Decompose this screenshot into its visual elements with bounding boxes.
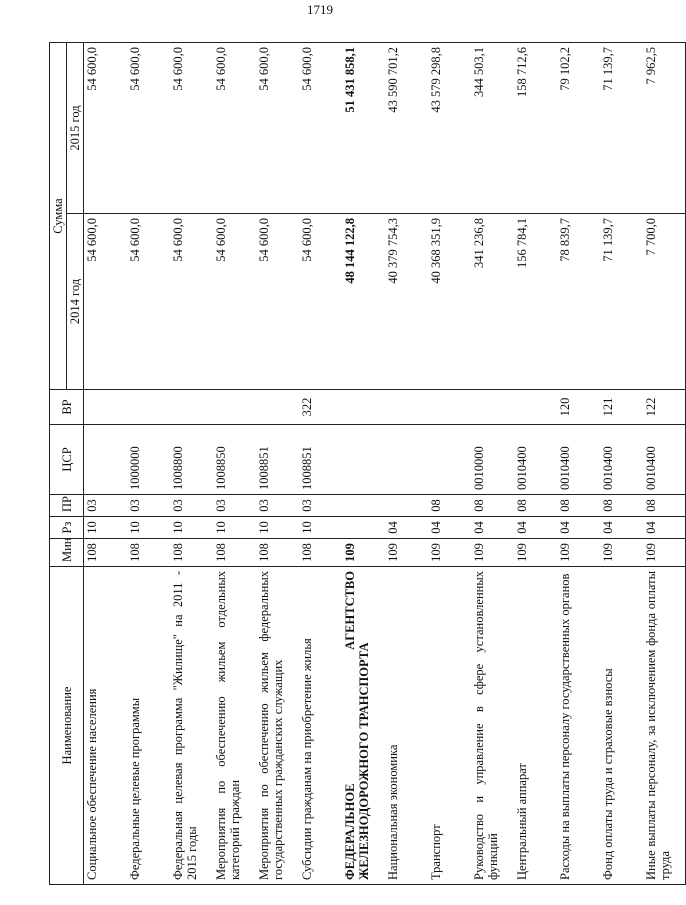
cell-sum-2014: 54 600,0 — [84, 214, 127, 390]
cell-csr — [342, 425, 385, 495]
cell-min: 109 — [428, 539, 471, 567]
cell-name: ФЕДЕРАЛЬНОЕ АГЕНТСТВО ЖЕЛЕЗНОДОРОЖНОГО ТРАНСПОРТА — [342, 567, 385, 885]
cell-min: 108 — [256, 539, 299, 567]
table-row — [600, 43, 643, 885]
cell-rz: 04 — [514, 517, 557, 539]
cell-csr — [84, 425, 127, 495]
cell-csr: 0010000 — [471, 425, 514, 495]
cell-sum-2015: 54 600,0 — [299, 43, 342, 214]
cell-csr: 0010400 — [643, 425, 686, 495]
cell-pr — [385, 495, 428, 517]
cell-vr: 322 — [299, 390, 342, 425]
cell-csr: 0010400 — [557, 425, 600, 495]
cell-pr: 03 — [170, 495, 213, 517]
cell-rz: 10 — [170, 517, 213, 539]
cell-sum-2014: 78 839,7 — [557, 214, 600, 390]
header-pr: ПР — [50, 495, 84, 517]
header-sum: Сумма — [50, 43, 67, 390]
cell-pr: 08 — [557, 495, 600, 517]
cell-rz: 10 — [127, 517, 170, 539]
cell-sum-2014: 54 600,0 — [213, 214, 256, 390]
cell-pr: 03 — [299, 495, 342, 517]
cell-pr: 08 — [471, 495, 514, 517]
cell-pr: 08 — [643, 495, 686, 517]
cell-sum-2015: 79 102,2 — [557, 43, 600, 214]
cell-name: Федеральные целевые программы — [127, 567, 170, 885]
cell-csr: 1008851 — [256, 425, 299, 495]
cell-csr: 1000000 — [127, 425, 170, 495]
cell-min: 108 — [299, 539, 342, 567]
cell-csr: 1008800 — [170, 425, 213, 495]
table-row — [471, 43, 514, 885]
cell-name: Федеральная целевая программа "Жилище" на 2011 - 2015 годы — [170, 567, 213, 885]
cell-sum-2015: 7 962,5 — [643, 43, 686, 214]
table-row — [557, 43, 600, 885]
cell-vr — [213, 390, 256, 425]
cell-name: Руководство и управление в сфере установленных функций — [471, 567, 514, 885]
header-min: Мин — [50, 539, 84, 567]
table-row — [256, 43, 299, 885]
cell-sum-2014: 156 784,1 — [514, 214, 557, 390]
cell-sum-2014: 48 144 122,8 — [342, 214, 385, 390]
cell-min: 108 — [127, 539, 170, 567]
header-year-2014: 2014 год — [67, 214, 84, 390]
cell-min: 109 — [643, 539, 686, 567]
cell-vr — [170, 390, 213, 425]
cell-sum-2015: 54 600,0 — [84, 43, 127, 214]
cell-name: Иные выплаты персоналу, за исключением фонда оплаты труда — [643, 567, 686, 885]
cell-sum-2015: 344 503,1 — [471, 43, 514, 214]
cell-vr: 120 — [557, 390, 600, 425]
cell-csr — [385, 425, 428, 495]
cell-sum-2014: 54 600,0 — [170, 214, 213, 390]
cell-sum-2014: 40 379 754,3 — [385, 214, 428, 390]
table-row — [84, 43, 127, 885]
cell-rz — [342, 517, 385, 539]
table-row — [514, 43, 557, 885]
cell-rz: 10 — [256, 517, 299, 539]
table-row — [170, 43, 213, 885]
cell-vr — [256, 390, 299, 425]
cell-vr: 121 — [600, 390, 643, 425]
cell-name: Субсидии гражданам на приобретение жилья — [299, 567, 342, 885]
cell-name: Мероприятия по обеспечению жильем отдельных категорий граждан — [213, 567, 256, 885]
cell-rz: 04 — [557, 517, 600, 539]
cell-sum-2014: 7 700,0 — [643, 214, 686, 390]
cell-vr — [428, 390, 471, 425]
cell-pr: 03 — [213, 495, 256, 517]
cell-sum-2015: 158 712,6 — [514, 43, 557, 214]
table-body — [84, 43, 686, 885]
header-rz: Рз — [50, 517, 84, 539]
cell-csr: 0010400 — [600, 425, 643, 495]
cell-min: 109 — [342, 539, 385, 567]
header-csr: ЦСР — [50, 425, 84, 495]
cell-sum-2015: 43 579 298,8 — [428, 43, 471, 214]
table-row — [385, 43, 428, 885]
cell-min: 108 — [84, 539, 127, 567]
cell-min: 108 — [213, 539, 256, 567]
cell-name: Мероприятия по обеспечению жильем федеральных государственных гражданских служащих — [256, 567, 299, 885]
table-row — [127, 43, 170, 885]
cell-min: 109 — [600, 539, 643, 567]
cell-csr: 1008851 — [299, 425, 342, 495]
cell-sum-2015: 71 139,7 — [600, 43, 643, 214]
cell-min: 109 — [471, 539, 514, 567]
cell-name: Фонд оплаты труда и страховые взносы — [600, 567, 643, 885]
cell-sum-2015: 54 600,0 — [170, 43, 213, 214]
budget-table — [49, 42, 686, 885]
cell-sum-2014: 54 600,0 — [256, 214, 299, 390]
cell-pr: 08 — [600, 495, 643, 517]
cell-vr — [127, 390, 170, 425]
cell-vr — [84, 390, 127, 425]
cell-min: 108 — [170, 539, 213, 567]
cell-rz: 10 — [299, 517, 342, 539]
cell-sum-2015: 54 600,0 — [127, 43, 170, 214]
cell-pr — [342, 495, 385, 517]
cell-sum-2014: 341 236,8 — [471, 214, 514, 390]
cell-sum-2015: 54 600,0 — [213, 43, 256, 214]
cell-vr — [385, 390, 428, 425]
cell-sum-2015: 54 600,0 — [256, 43, 299, 214]
cell-name: Транспорт — [428, 567, 471, 885]
rotated-budget-table — [49, 43, 672, 885]
cell-sum-2014: 71 139,7 — [600, 214, 643, 390]
cell-csr — [428, 425, 471, 495]
cell-rz: 10 — [84, 517, 127, 539]
cell-rz: 10 — [213, 517, 256, 539]
cell-sum-2015: 51 431 858,1 — [342, 43, 385, 214]
cell-sum-2015: 43 590 701,2 — [385, 43, 428, 214]
cell-min: 109 — [385, 539, 428, 567]
cell-name: Центральный аппарат — [514, 567, 557, 885]
cell-rz: 04 — [643, 517, 686, 539]
cell-pr: 03 — [84, 495, 127, 517]
cell-name: Расходы на выплаты персоналу государственных органов — [557, 567, 600, 885]
cell-pr: 03 — [256, 495, 299, 517]
header-year-2015: 2015 год — [67, 43, 84, 214]
cell-pr: 08 — [428, 495, 471, 517]
cell-pr: 08 — [514, 495, 557, 517]
header-name: Наименование — [50, 567, 84, 885]
cell-csr: 1008850 — [213, 425, 256, 495]
table-row — [213, 43, 256, 885]
header-vr: ВР — [50, 390, 84, 425]
table-row — [299, 43, 342, 885]
cell-rz: 04 — [471, 517, 514, 539]
table-row — [342, 43, 385, 885]
cell-vr — [514, 390, 557, 425]
cell-min: 109 — [557, 539, 600, 567]
cell-name: Национальная экономика — [385, 567, 428, 885]
cell-sum-2014: 54 600,0 — [127, 214, 170, 390]
cell-rz: 04 — [600, 517, 643, 539]
cell-name: Социальное обеспечение населения — [84, 567, 127, 885]
cell-min: 109 — [514, 539, 557, 567]
cell-vr — [342, 390, 385, 425]
cell-pr: 03 — [127, 495, 170, 517]
cell-sum-2014: 54 600,0 — [299, 214, 342, 390]
page-number: 1719 — [307, 2, 333, 17]
cell-vr: 122 — [643, 390, 686, 425]
table-row — [428, 43, 471, 885]
table-row — [643, 43, 686, 885]
cell-csr: 0010400 — [514, 425, 557, 495]
cell-rz: 04 — [385, 517, 428, 539]
cell-rz: 04 — [428, 517, 471, 539]
table-header — [50, 43, 84, 885]
cell-sum-2014: 40 368 351,9 — [428, 214, 471, 390]
cell-vr — [471, 390, 514, 425]
